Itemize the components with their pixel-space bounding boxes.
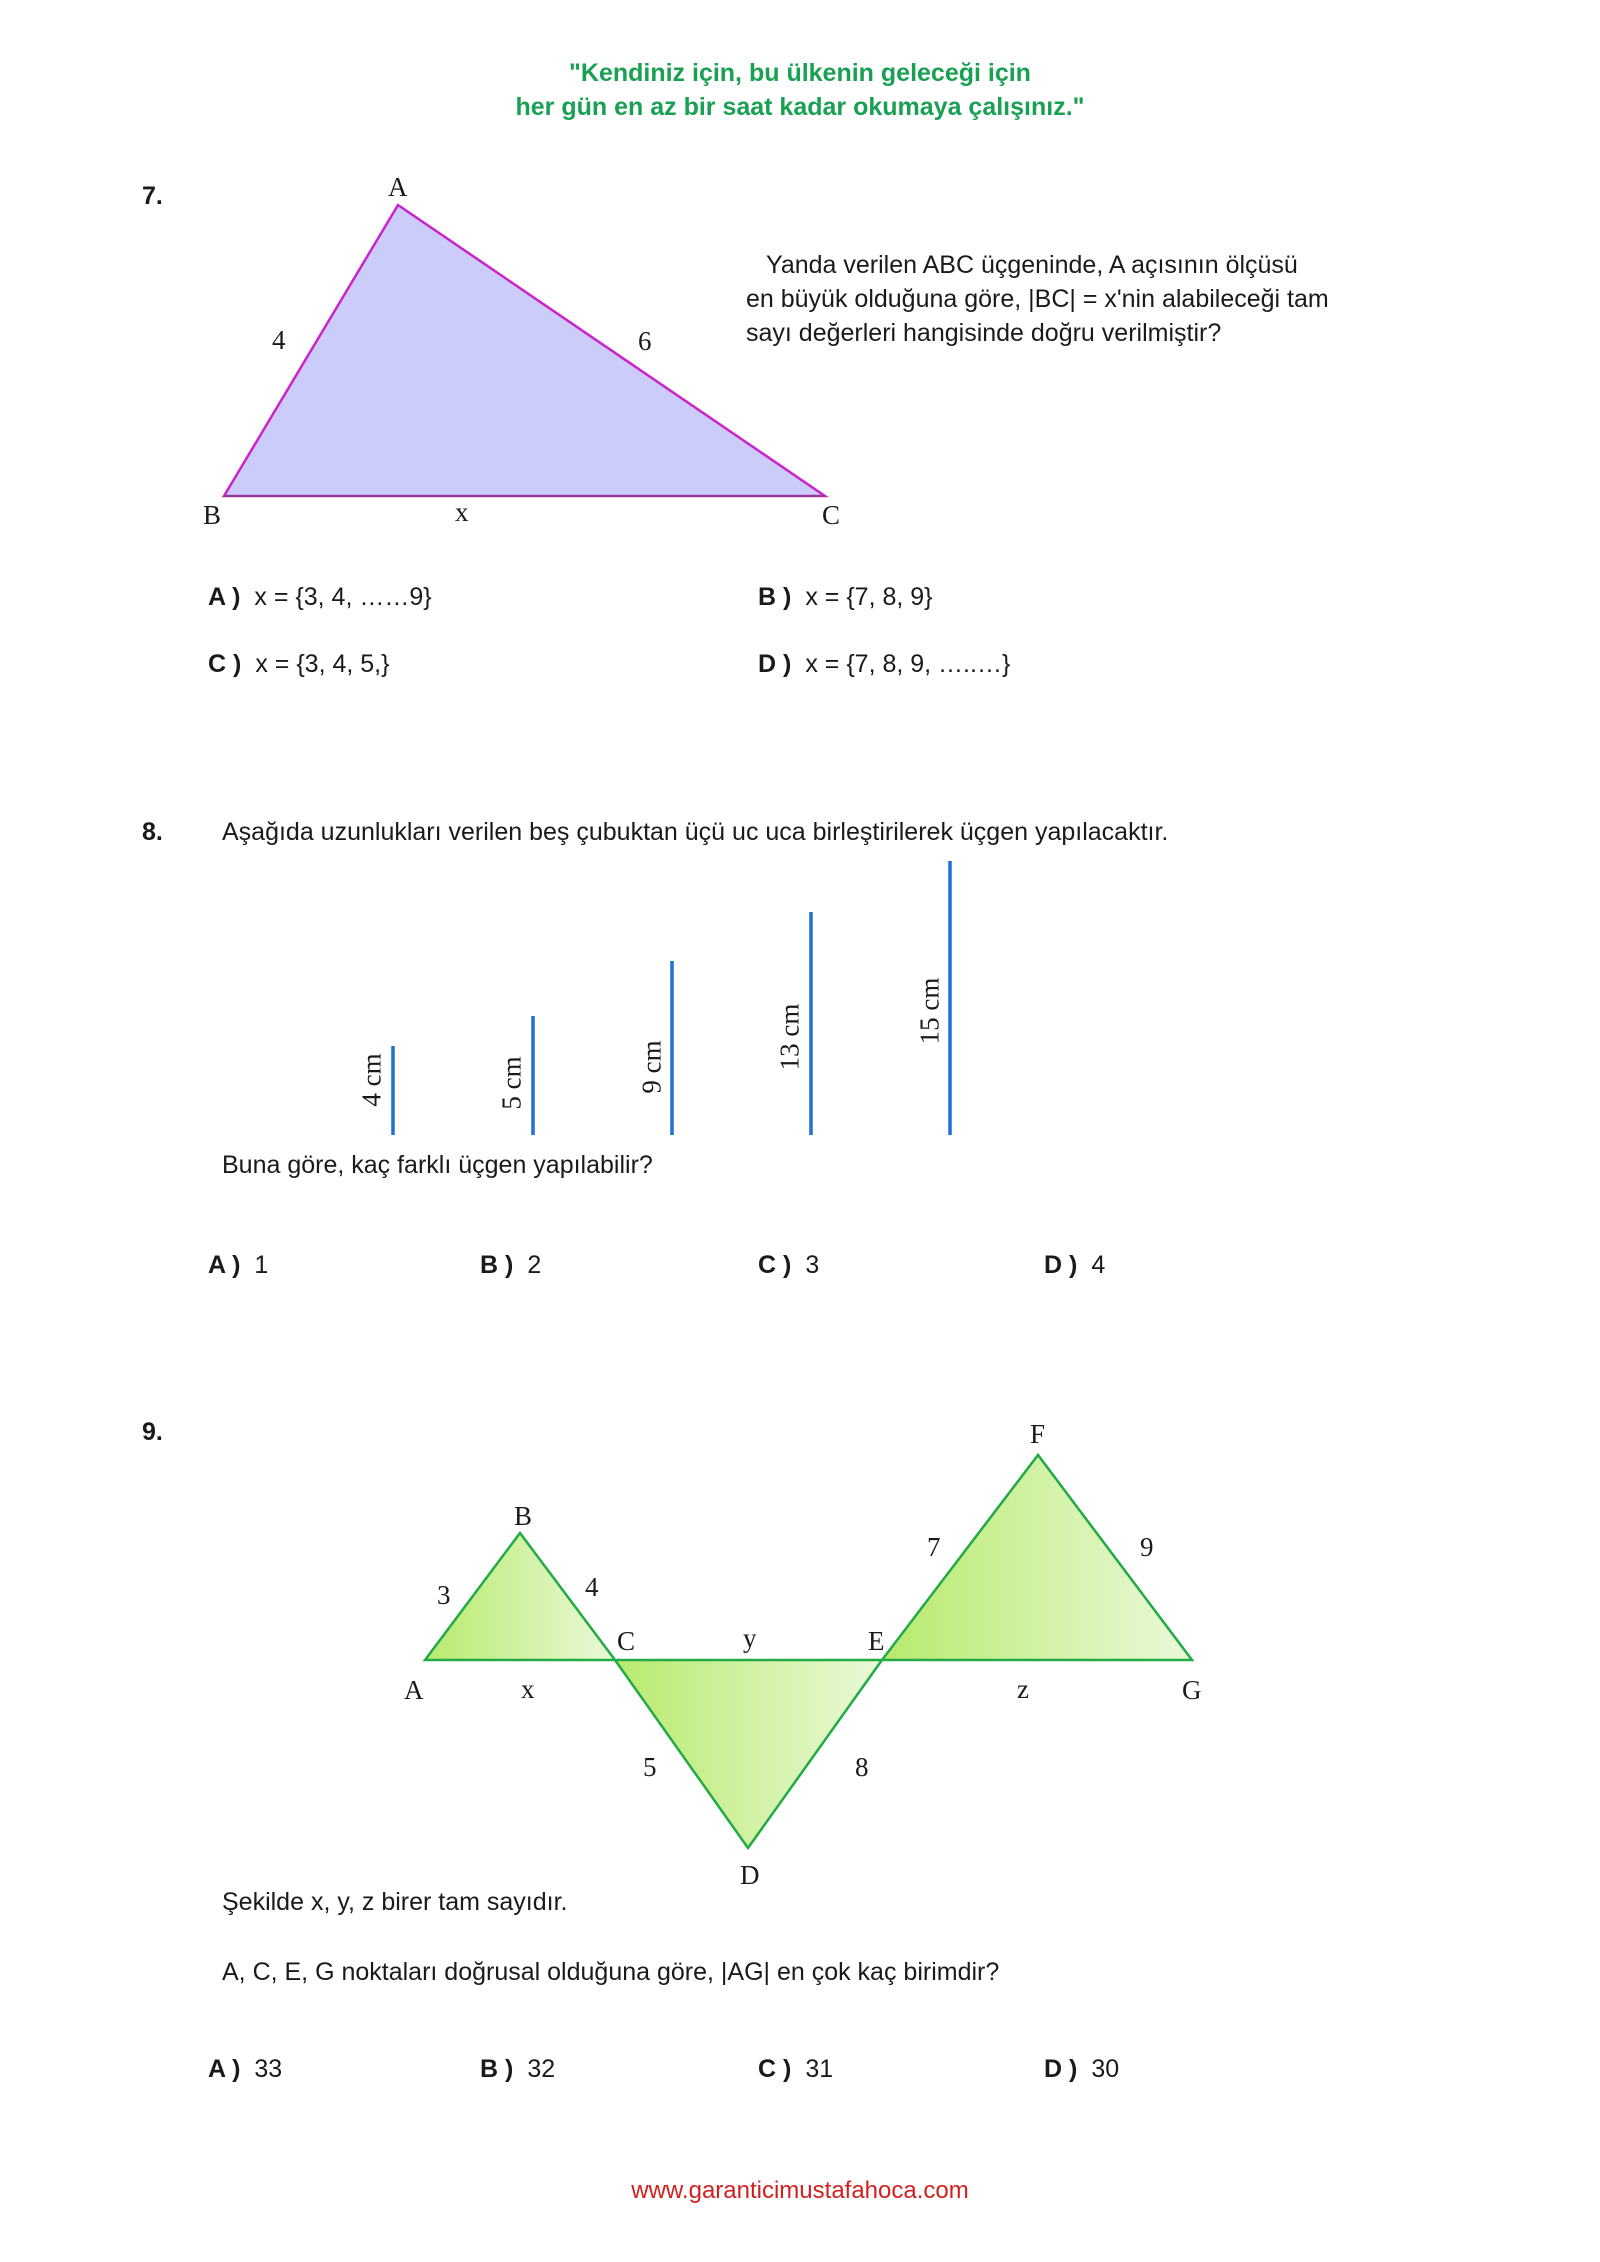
option-text: x = {3, 4, ……9} bbox=[254, 583, 432, 611]
q9-text-2: A, C, E, G noktaları doğrusal olduğuna göre, |AG| en çok kaç birimdir? bbox=[222, 1958, 1000, 1986]
question-9-number: 9. bbox=[142, 1418, 163, 1446]
option-text: 32 bbox=[527, 2055, 556, 2083]
question-8-number: 8. bbox=[142, 818, 163, 846]
q9-side-de: 8 bbox=[855, 1752, 869, 1782]
option-text: x = {7, 8, 9} bbox=[805, 583, 933, 611]
option-text: 4 bbox=[1091, 1251, 1106, 1279]
stick-label-15cm: 15 cm bbox=[914, 977, 945, 1045]
option-text: x = {7, 8, 9, …..…} bbox=[805, 650, 1011, 678]
question-7-number: 7. bbox=[142, 182, 163, 210]
option-letter: B ) bbox=[480, 1251, 514, 1279]
q7-text-line-1: Yanda verilen ABC üçgeninde, A açısının ölçüsü bbox=[766, 251, 1298, 279]
option-letter: C ) bbox=[758, 2055, 792, 2083]
q8-question: Buna göre, kaç farklı üçgen yapılabilir? bbox=[222, 1151, 653, 1179]
option-letter: D ) bbox=[1044, 1251, 1078, 1279]
q9-side-bc: 4 bbox=[585, 1572, 599, 1602]
q7-side-ac: 6 bbox=[638, 326, 652, 356]
q9-option-b[interactable] bbox=[480, 2055, 555, 2084]
stick-label-4cm: 4 cm bbox=[356, 1053, 387, 1107]
option-text: 33 bbox=[254, 2055, 283, 2083]
q7-side-bc: x bbox=[455, 497, 469, 527]
option-letter: C ) bbox=[758, 1251, 792, 1279]
q7-vertex-c: C bbox=[822, 500, 841, 530]
q9-option-c[interactable] bbox=[758, 2055, 833, 2084]
option-letter: D ) bbox=[1044, 2055, 1078, 2083]
option-text: 3 bbox=[805, 1251, 820, 1279]
q7-text-line-2: en büyük olduğuna göre, |BC| = x'nin alabileceği tam bbox=[746, 285, 1329, 313]
option-letter: D ) bbox=[758, 650, 792, 678]
q9-option-d[interactable] bbox=[1044, 2055, 1119, 2084]
q9-vertex-d: D bbox=[740, 1860, 760, 1890]
option-text: 1 bbox=[254, 1251, 269, 1279]
q9-side-ef: 7 bbox=[927, 1532, 941, 1562]
q9-side-fg: 9 bbox=[1140, 1532, 1154, 1562]
option-text: 2 bbox=[527, 1251, 542, 1279]
option-letter: B ) bbox=[480, 2055, 514, 2083]
q9-option-a[interactable] bbox=[208, 2055, 282, 2084]
stick-label-13cm: 13 cm bbox=[774, 1003, 805, 1071]
option-text: x = {3, 4, 5,} bbox=[255, 650, 390, 678]
q9-vertex-e: E bbox=[868, 1626, 885, 1656]
stick-label-9cm: 9 cm bbox=[636, 1040, 667, 1094]
option-text: 30 bbox=[1091, 2055, 1120, 2083]
q9-segment-ce: y bbox=[743, 1623, 757, 1653]
q9-segment-eg: z bbox=[1017, 1674, 1029, 1704]
q9-vertex-g: G bbox=[1182, 1675, 1202, 1705]
quote-line-2: her gün en az bir saat kadar okumaya çalışınız." bbox=[515, 93, 1085, 121]
q7-text-line-3: sayı değerleri hangisinde doğru verilmiştir? bbox=[746, 319, 1222, 347]
footer-url[interactable]: www.garanticimustafahoca.com bbox=[631, 2177, 969, 2204]
q9-vertex-f: F bbox=[1030, 1419, 1046, 1449]
q7-vertex-a: A bbox=[388, 172, 408, 202]
option-letter: A ) bbox=[208, 583, 241, 611]
quote-line-1: "Kendiniz için, bu ülkenin geleceği için bbox=[569, 59, 1031, 87]
q9-vertex-a: A bbox=[404, 1675, 424, 1705]
option-text: 31 bbox=[805, 2055, 834, 2083]
q9-vertex-b: B bbox=[514, 1501, 533, 1531]
q7-side-ab: 4 bbox=[272, 325, 286, 355]
stick-label-5cm: 5 cm bbox=[496, 1056, 527, 1110]
option-letter: B ) bbox=[758, 583, 792, 611]
option-letter: A ) bbox=[208, 2055, 241, 2083]
q7-vertex-b: B bbox=[203, 500, 222, 530]
q8-text: Aşağıda uzunlukları verilen beş çubuktan üçü uc uca birleştirilerek üçgen yapılacaktır. bbox=[222, 818, 1169, 846]
q9-side-cd: 5 bbox=[643, 1752, 657, 1782]
option-letter: C ) bbox=[208, 650, 242, 678]
q9-side-ab: 3 bbox=[437, 1580, 451, 1610]
q9-vertex-c: C bbox=[617, 1626, 636, 1656]
q9-segment-ac: x bbox=[521, 1674, 535, 1704]
q9-text-1: Şekilde x, y, z birer tam sayıdır. bbox=[222, 1888, 568, 1916]
option-letter: A ) bbox=[208, 1251, 241, 1279]
